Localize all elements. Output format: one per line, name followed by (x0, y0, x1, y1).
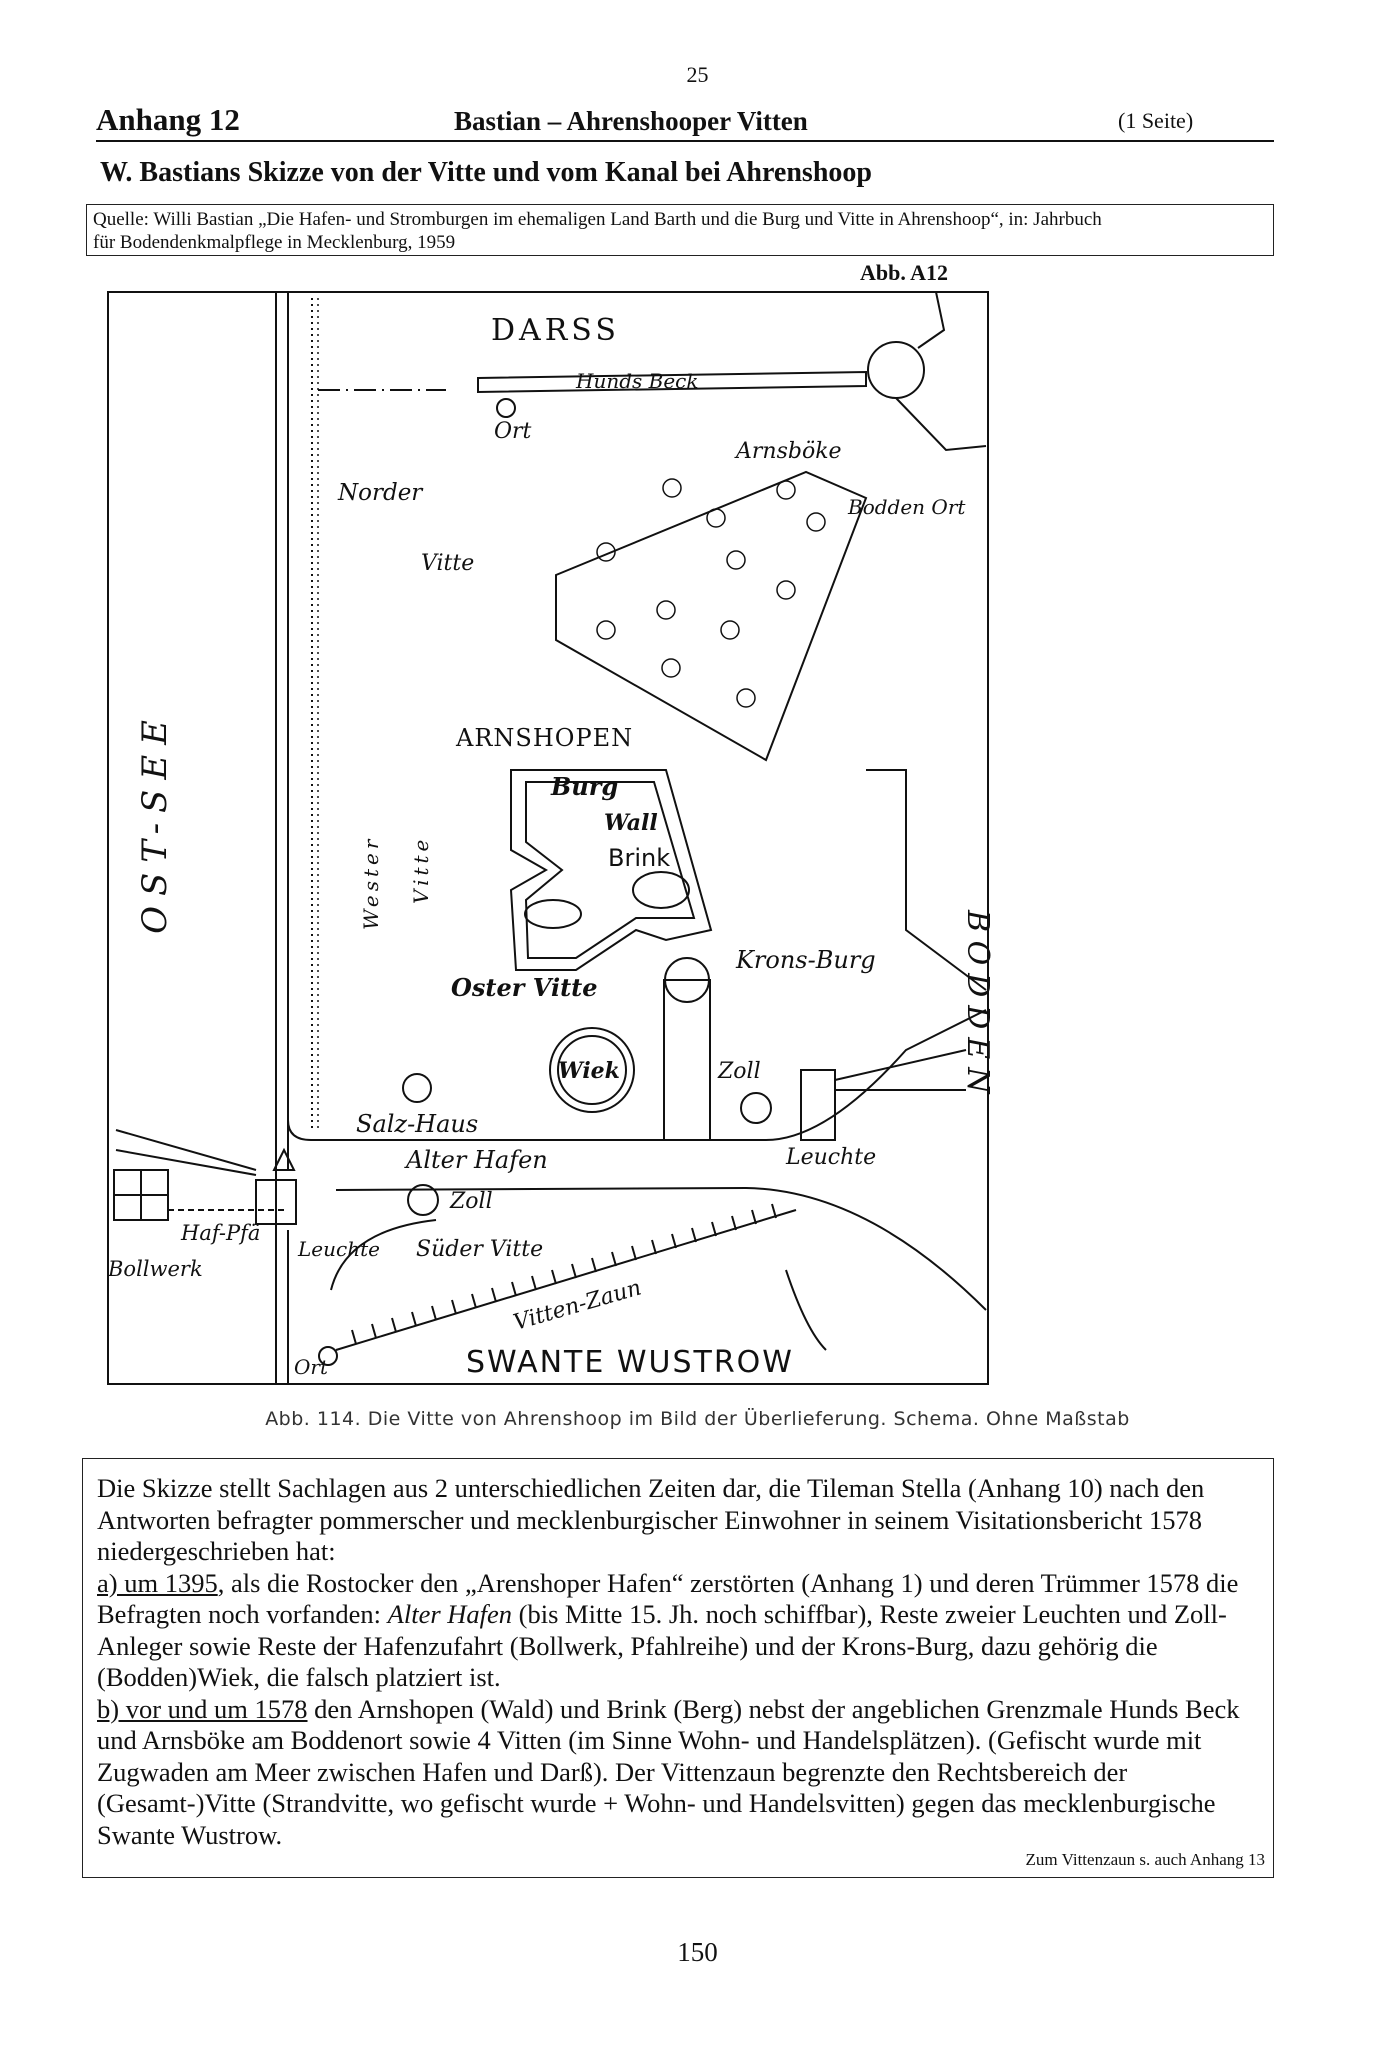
label-b: b) vor und um 1578 (97, 1693, 308, 1724)
text-a-italic: Alter Hafen (387, 1599, 513, 1629)
tree-icon (721, 621, 739, 639)
tree-icon (657, 601, 675, 619)
darss-edge (918, 292, 944, 348)
bodden-edge-top (896, 398, 986, 450)
tree-icon (777, 581, 795, 599)
zoll-right-marker (741, 1093, 771, 1123)
suder-vitte-curve-right (786, 1270, 826, 1350)
tree-icon (707, 509, 725, 527)
source-line-1: Quelle: Willi Bastian „Die Hafen- und Stromburgen im ehemaligen Land Barth und die Burg und Vitte in Ahrenshoop“, in: Jahrbuch (93, 209, 1102, 230)
label-suder-vitte: Süder Vitte (416, 1237, 544, 1262)
header-title: Bastian – Ahrenshooper Vitten (454, 106, 808, 136)
label-haf-pfa: Haf-Pfä (181, 1221, 261, 1245)
text-a2: (bis Mitte 15. Jh. noch schiffbar), Reste zweier Leuchten und Zoll-Anleger sowie Reste der Hafenzufahrt (Bollwerk, Pfahlreihe) und der Krons-Burg, dazu gehörig die (Bodden)Wiek, die falsch platziert ist. (97, 1599, 1227, 1692)
text-a1: , als die Rostocker den „Arenshoper Hafen“ zerstörten (Anhang 1) und deren Trümmer 1578 die Befragten noch vorfanden: (97, 1567, 1239, 1629)
label-oster-vitte: Oster Vitte (451, 973, 598, 1002)
forest-trees (597, 479, 825, 707)
label-zoll-right: Zoll (718, 1059, 761, 1084)
label-ost-see: OST-SEE (135, 710, 175, 934)
pond-brink (633, 872, 689, 908)
label-alter-hafen: Alter Hafen (406, 1146, 548, 1174)
tree-icon (777, 481, 795, 499)
section-title: W. Bastians Skizze von der Vitte und vom Kanal bei Ahrenshoop (100, 157, 872, 188)
forest-area (556, 472, 866, 760)
label-burg: Burg (551, 772, 619, 801)
tree-mark-top (868, 342, 924, 398)
paragraph-a (97, 1568, 1261, 1694)
label-a: a) um 1395 (97, 1567, 218, 1598)
paragraph-b (97, 1694, 1261, 1852)
figure-label: Abb. A12 (860, 260, 949, 285)
label-krons-burg: Krons-Burg (736, 946, 876, 974)
label-salz-haus: Salz-Haus (356, 1110, 479, 1138)
salz-haus-marker (403, 1074, 431, 1102)
label-swante-wustrow: SWANTE WUSTROW (466, 1345, 794, 1380)
tree-icon (597, 621, 615, 639)
tree-icon (662, 659, 680, 677)
paragraph-intro: Die Skizze stellt Sachlagen aus 2 unterschiedlichen Zeiten dar, die Tileman Stella (Anhang 10) nach den Antworten befragter pommerscher und mecklenburgischer Einwohner in seinem Visitationsbericht 1578 niedergeschrieben hat: (97, 1473, 1205, 1566)
label-bodden: BODDEN (960, 910, 995, 1102)
vitten-zaun-hatches (352, 1204, 776, 1344)
label-wester: Wester (359, 835, 383, 930)
label-darss: DARSS (491, 313, 620, 348)
page-number-bottom: 150 (677, 1937, 718, 1967)
label-ort-top: Ort (494, 419, 532, 444)
sketch-map (106, 290, 995, 1386)
leuchte-right-icon (801, 1070, 835, 1140)
tree-icon (727, 551, 745, 569)
label-brink: Brink (608, 844, 671, 872)
label-arnshopen: ARNSHOPEN (456, 724, 634, 752)
page-number-top: 25 (686, 62, 709, 87)
label-norder: Norder (338, 480, 423, 506)
ort-top-marker (497, 399, 515, 417)
cross-reference-note: Zum Vittenzaun s. auch Anhang 13 (1025, 1849, 1265, 1869)
header-rule (96, 140, 1274, 142)
tree-icon (737, 689, 755, 707)
tree-icon (807, 513, 825, 531)
label-leuchte-right: Leuchte (786, 1145, 877, 1170)
label-vitte-norder: Vitte (421, 551, 475, 576)
label-ort-bottom: Ort (294, 1355, 328, 1379)
label-wiek: Wiek (558, 1058, 620, 1084)
label-wall: Wall (604, 810, 658, 836)
pond (525, 900, 581, 928)
leuchte-left-beams (116, 1130, 256, 1175)
appendix-title: Anhang 12 (96, 102, 240, 137)
krons-burg-channel (664, 980, 710, 1140)
label-leuchte-left: Leuchte (298, 1237, 380, 1261)
explanation-box (82, 1458, 1274, 1878)
label-zoll-bottom: Zoll (450, 1189, 493, 1214)
text-b: den Arnshopen (Wald) und Brink (Berg) nebst der angeblichen Grenzmale Hunds Beck und Arnsböke am Boddenort sowie 4 Vitten (im Sinne Wohn- und Handelsplätzen). (Gefischt wurde mit Zugwaden am Meer zwischen Hafen und Darß). Der Vittenzaun begrenzte den Rechtsbereich der (Gesamt-)Vitte (Strandvitte, wo gefischt wurde + Wohn- und Handelsvitten) gegen das mecklenburgische Swante Wustrow. (97, 1693, 1240, 1850)
figure-caption: Abb. 114. Die Vitte von Ahrenshoop im Bild der Überlieferung. Schema. Ohne Maßstab (265, 1408, 1130, 1430)
label-bollwerk: Bollwerk (108, 1257, 203, 1281)
source-line-2: für Bodendenkmalpflege in Mecklenburg, 1959 (93, 232, 456, 253)
map-labels (107, 313, 995, 1380)
label-hunds-beck: Hunds Beck (576, 369, 699, 393)
vitten-zaun-line (336, 1210, 796, 1350)
label-bodden-ort: Bodden Ort (848, 495, 966, 519)
sketch-map-svg (106, 290, 995, 1386)
source-box (86, 204, 1274, 256)
label-vitte-wester: Vitte (409, 835, 433, 904)
label-arnsboke: Arnsböke (736, 439, 842, 464)
label-vitten-zaun: Vitten-Zaun (510, 1275, 645, 1336)
tree-icon (663, 479, 681, 497)
page-count-note: (1 Seite) (1118, 108, 1194, 133)
